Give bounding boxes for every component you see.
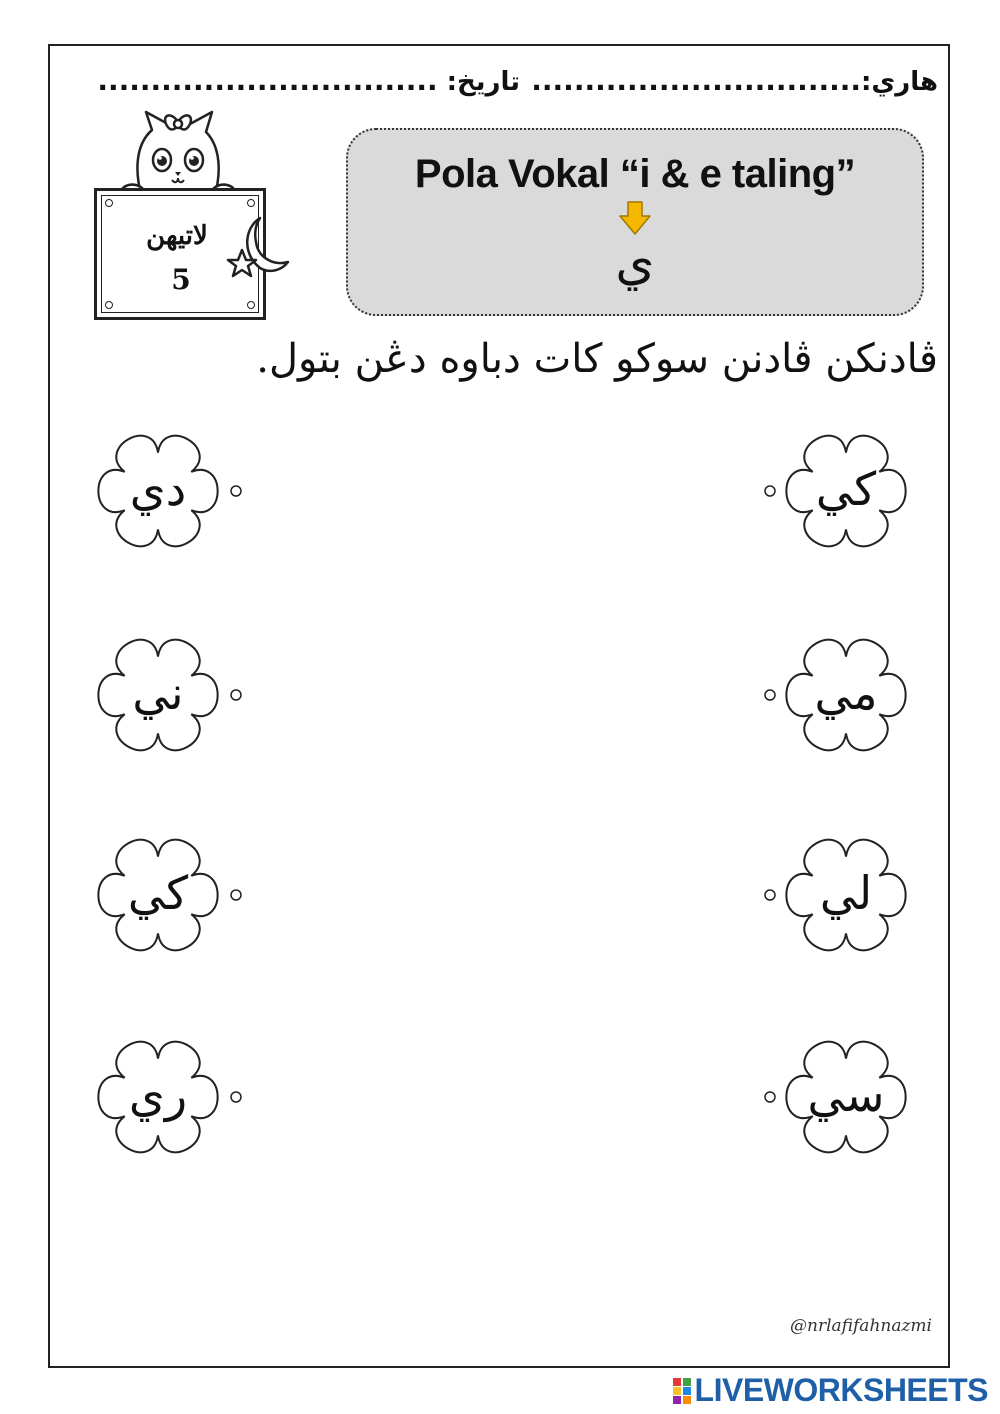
syllable-left-2: ني [132,666,184,720]
author-credit: @nrlafifahnazmi [790,1316,932,1336]
liveworksheets-text: LIVEWORKSHEETS [694,1372,988,1408]
date-line[interactable] [97,64,520,97]
arrow-down-icon [618,200,652,236]
liveworksheets-icon [673,1378,691,1404]
vowel-letter: ي [615,233,655,291]
flower-left-3[interactable] [68,810,248,980]
screw-icon [247,301,255,309]
tarikh-label: تاريخ: [446,67,520,97]
hari-label: هاري: [861,67,938,97]
syllable-right-1: كي [815,462,877,516]
syllable-right-2: مي [814,666,878,720]
lesson-title-box [346,128,924,316]
flower-right-1[interactable] [756,406,936,576]
screw-icon [105,301,113,309]
name-line[interactable] [531,64,938,97]
syllable-left-1: دي [129,462,187,516]
flower-left-4[interactable] [68,1012,248,1182]
hari-dots: ............................... [531,64,862,97]
syllable-right-3: لي [819,866,873,920]
flower-right-4[interactable] [756,1012,936,1182]
exercise-number: 5 [171,263,191,296]
tarikh-dots: ................................ [97,64,438,97]
screw-icon [105,199,113,207]
flower-left-1[interactable] [68,406,248,576]
exercise-title: لاتيهن [146,221,208,251]
moon-star-icon [226,214,290,286]
liveworksheets-logo[interactable] [673,1372,988,1409]
syllable-left-3: كي [127,866,189,920]
syllable-right-4: سي [807,1068,885,1122]
screw-icon [247,199,255,207]
instruction-text: ڤادنكن ڤادنن سوكو كات دباوه دڠن بتول. [256,336,938,382]
syllable-left-4: ري [128,1068,188,1122]
flower-left-2[interactable] [68,610,248,780]
lesson-title: Pola Vokal “i & e taling” [414,152,856,196]
flower-right-2[interactable] [756,610,936,780]
flower-right-3[interactable] [756,810,936,980]
